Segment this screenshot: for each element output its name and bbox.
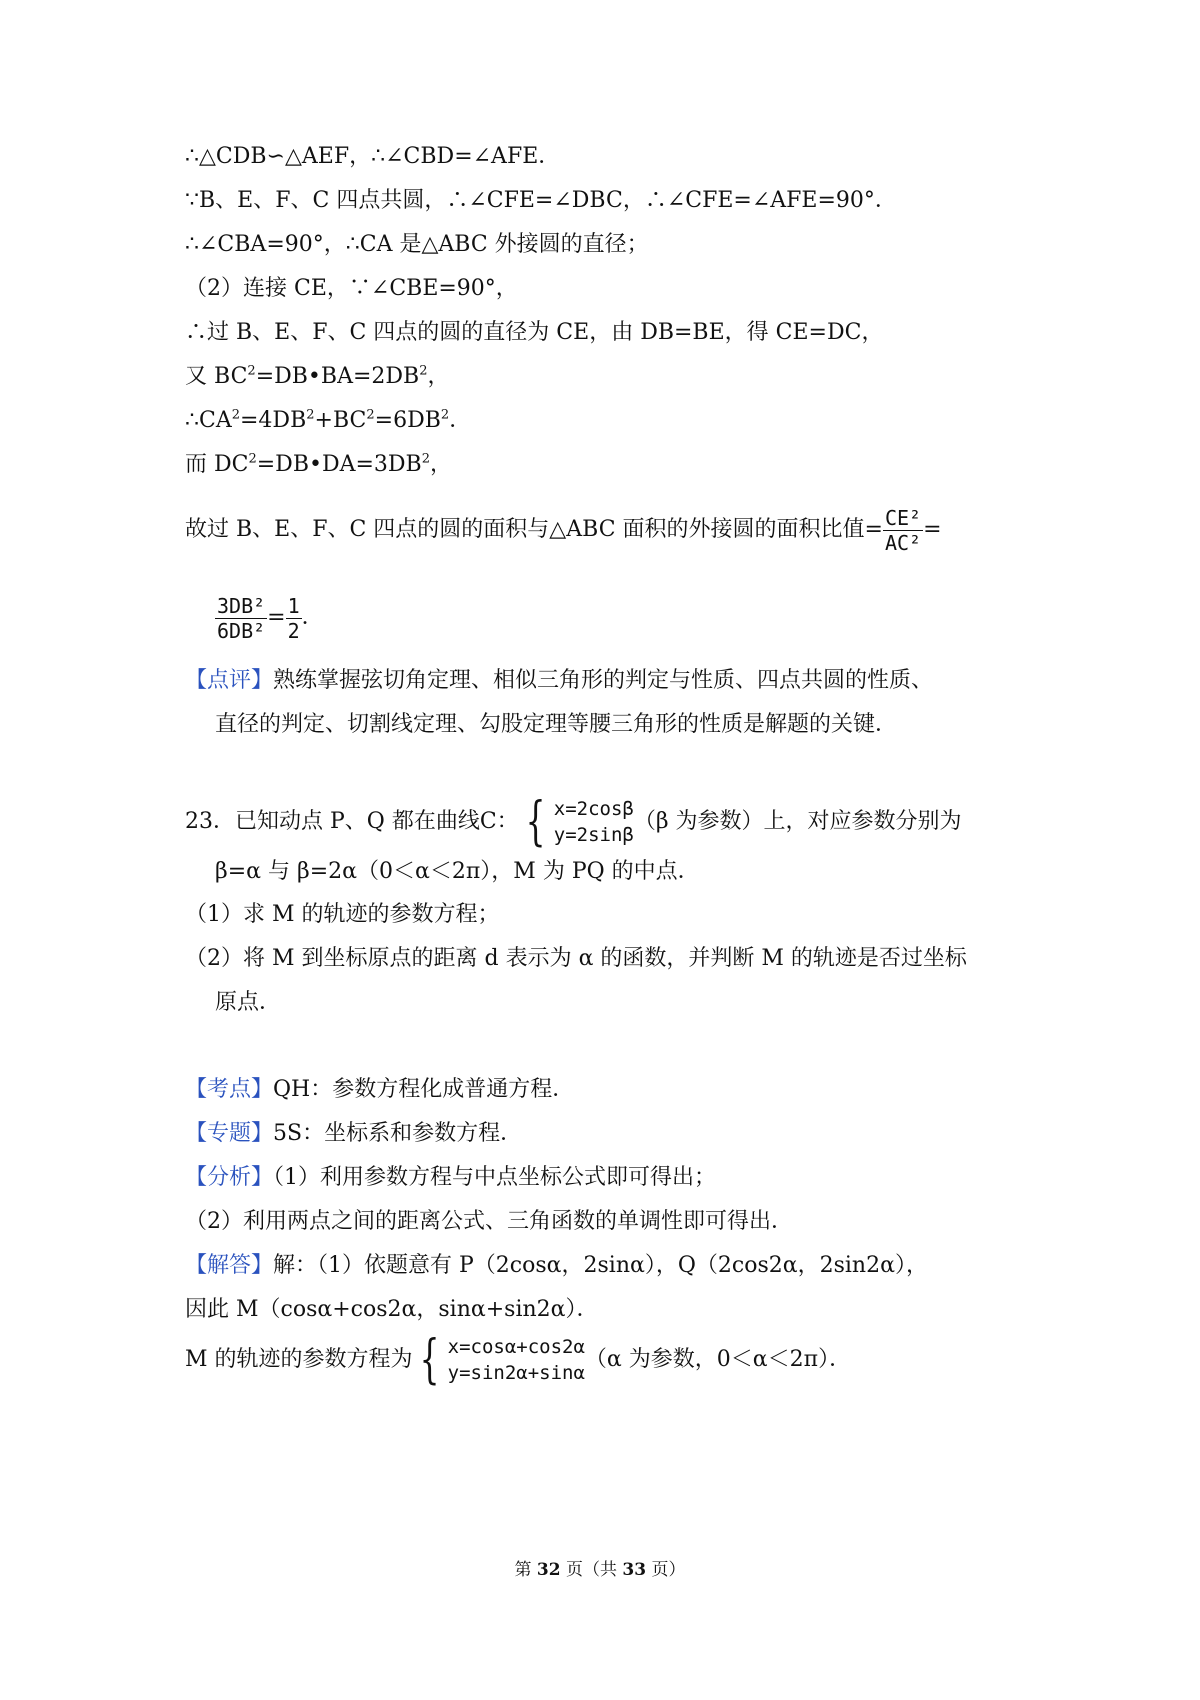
q23-stem: 23．已知动点 P、Q 都在曲线C： { x=2cosβ y=2sinβ （β 为参数）上，对应参数分别为 — [185, 792, 962, 852]
line-bc-squared: 又 $BC^2=DB•BA=2DB^2$， — [185, 363, 450, 389]
line-dc-squared: 而 $DC^2=DB•DA=3DB^2$， — [185, 451, 453, 477]
review-tag: 【点评】 — [185, 668, 274, 693]
fenxi-tag: 【分析】 — [185, 1165, 274, 1190]
line-area-ratio: 故过 B、E、F、C 四点的圆的面积与△ABC 面积的外接圆的面积比值= $\frac{\text{CE²}}{\text{AC²}}$ = — [185, 505, 942, 555]
fenxi-line-1: 【分析】（1）利用参数方程与中点坐标公式即可得出； — [185, 1165, 717, 1190]
current-page: 32 — [536, 1560, 561, 1580]
left-brace-icon: { — [525, 792, 546, 852]
jieda-line-2: 因此 M（cosα+cos2α，sinα+sin2α）． — [185, 1297, 599, 1322]
review-line-2: 直径的判定、切割线定理、勾股定理等腰三角形的性质是解题的关键． — [215, 712, 898, 737]
kaodian-tag: 【考点】 — [185, 1077, 274, 1102]
line-diameter: ∴∠CBA=90°，∴CA 是△ABC 外接圆的直径； — [185, 232, 649, 257]
review-line-1: 【点评】熟练掌握弦切角定理、相似三角形的判定与性质、四点共圆的性质、 — [185, 668, 934, 693]
kaodian-line: 【考点】QH：参数方程化成普通方程． — [185, 1077, 575, 1102]
total-pages: 33 — [622, 1560, 647, 1580]
curve-parametric-system: { x=2cosβ y=2sinβ — [525, 792, 634, 852]
line-ca-squared: $\therefore CA^2=4DB^2+BC^2=6DB^2$． — [185, 407, 472, 433]
q23-line-2: β=α 与 β=2α（0＜α＜2π），M 为 PQ 的中点． — [215, 859, 700, 884]
fenxi-line-2: （2）利用两点之间的距离公式、三角函数的单调性即可得出． — [185, 1209, 793, 1234]
fraction-ce-ac: $\frac{\text{CE²}}{\text{AC²}}$ — [884, 505, 922, 555]
jieda-line-3: M 的轨迹的参数方程为 { x=cosα+cos2α y=sin2α+sinα （α 为参数，0＜α＜2π）． — [185, 1330, 852, 1390]
line-part2-connect: （2）连接 CE，∵∠CBE=90°， — [185, 276, 518, 301]
line-concyclic: ∵B、E、F、C 四点共圆，∴∠CFE=∠DBC，∴∠CFE=∠AFE=90°． — [185, 188, 897, 213]
line-similar-triangles: ∴△CDB∽△AEF，∴∠CBD=∠AFE． — [185, 144, 561, 169]
q23-part-1: （1）求 M 的轨迹的参数方程； — [185, 902, 500, 927]
left-brace-icon: { — [419, 1330, 440, 1390]
zhuanti-line: 【专题】5S：坐标系和参数方程． — [185, 1121, 523, 1146]
page-footer: 第 32 页（共 33 页） — [514, 1560, 686, 1580]
question-number: 23． — [185, 809, 235, 834]
fraction-one-half: $\frac{1}{2}$ — [287, 593, 300, 643]
jieda-tag: 【解答】 — [185, 1253, 274, 1278]
fraction-3db-6db: $\frac{\text{3DB²}}{\text{6DB²}}$ — [217, 593, 266, 643]
q23-part-2b: 原点． — [215, 990, 282, 1015]
q23-part-2a: （2）将 M 到坐标原点的距离 d 表示为 α 的函数，并判断 M 的轨迹是否过坐标 — [185, 946, 967, 971]
jieda-line-1: 【解答】解：（1）依题意有 P（2cosα，2sinα），Q（2cos2α，2sin2α）， — [185, 1253, 928, 1278]
m-parametric-system: { x=cosα+cos2α y=sin2α+sinα — [419, 1330, 585, 1390]
line-circle-diameter: ∴过 B、E、F、C 四点的圆的直径为 CE，由 DB=BE，得 CE=DC， — [185, 320, 884, 345]
line-ratio-result: $\frac{\text{3DB²}}{\text{6DB²}}$ = $\frac{1}{2}$ ． — [217, 593, 324, 643]
zhuanti-tag: 【专题】 — [185, 1121, 274, 1146]
